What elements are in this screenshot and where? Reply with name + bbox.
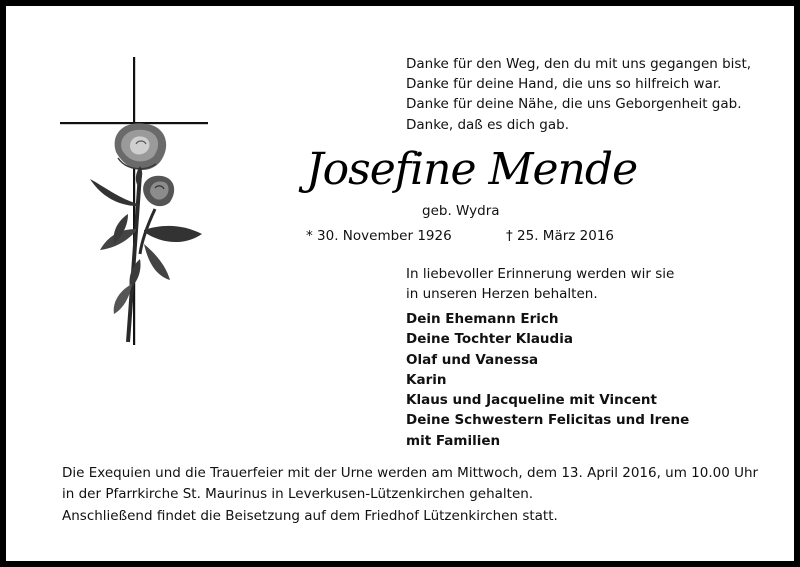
mourner-item: Klaus und Jacqueline mit Vincent <box>406 392 657 409</box>
mourner-item: Deine Tochter Klaudia <box>406 331 573 348</box>
mourner-item: Olaf und Vanessa <box>406 351 539 368</box>
burial-notice: Anschließend findet die Beisetzung auf dem Friedhof Lützenkirchen statt. <box>62 508 558 524</box>
memory-text <box>406 264 674 304</box>
cross-and-rose-illustration <box>56 54 216 349</box>
memory-line: in unseren Herzen behalten. <box>406 286 598 302</box>
birth-date: * 30. November 1926 <box>306 228 452 244</box>
poem-line: Danke, daß es dich gab. <box>406 116 570 133</box>
poem-line: Danke für deine Hand, die uns so hilfreich war. <box>406 76 722 93</box>
mourner-item: mit Familien <box>406 432 501 449</box>
cross-icon <box>60 57 208 345</box>
poem <box>406 54 751 135</box>
mourners-list <box>406 309 689 451</box>
poem-line: Danke für deine Nähe, die uns Geborgenheit gab. <box>406 96 742 113</box>
funeral-notice <box>62 463 758 504</box>
funeral-line: in der Pfarrkirche St. Maurinus in Leverkusen-Lützenkirchen gehalten. <box>62 485 534 502</box>
deceased-name: Josefine Mende <box>306 144 638 195</box>
mourner-item: Karin <box>406 371 447 388</box>
rose-icon <box>90 123 202 342</box>
memory-line: In liebevoller Erinnerung werden wir sie <box>406 266 675 282</box>
maiden-name: geb. Wydra <box>422 203 500 219</box>
mourner-item: Deine Schwestern Felicitas und Irene <box>406 412 690 429</box>
funeral-line: Die Exequien und die Trauerfeier mit der Urne werden am Mittwoch, dem 13. April 2016, um 10.00 Uhr <box>62 465 759 481</box>
death-date: † 25. März 2016 <box>506 228 615 244</box>
poem-line: Danke für den Weg, den du mit uns gegangen bist, <box>406 56 752 72</box>
mourner-item: Dein Ehemann Erich <box>406 311 559 327</box>
